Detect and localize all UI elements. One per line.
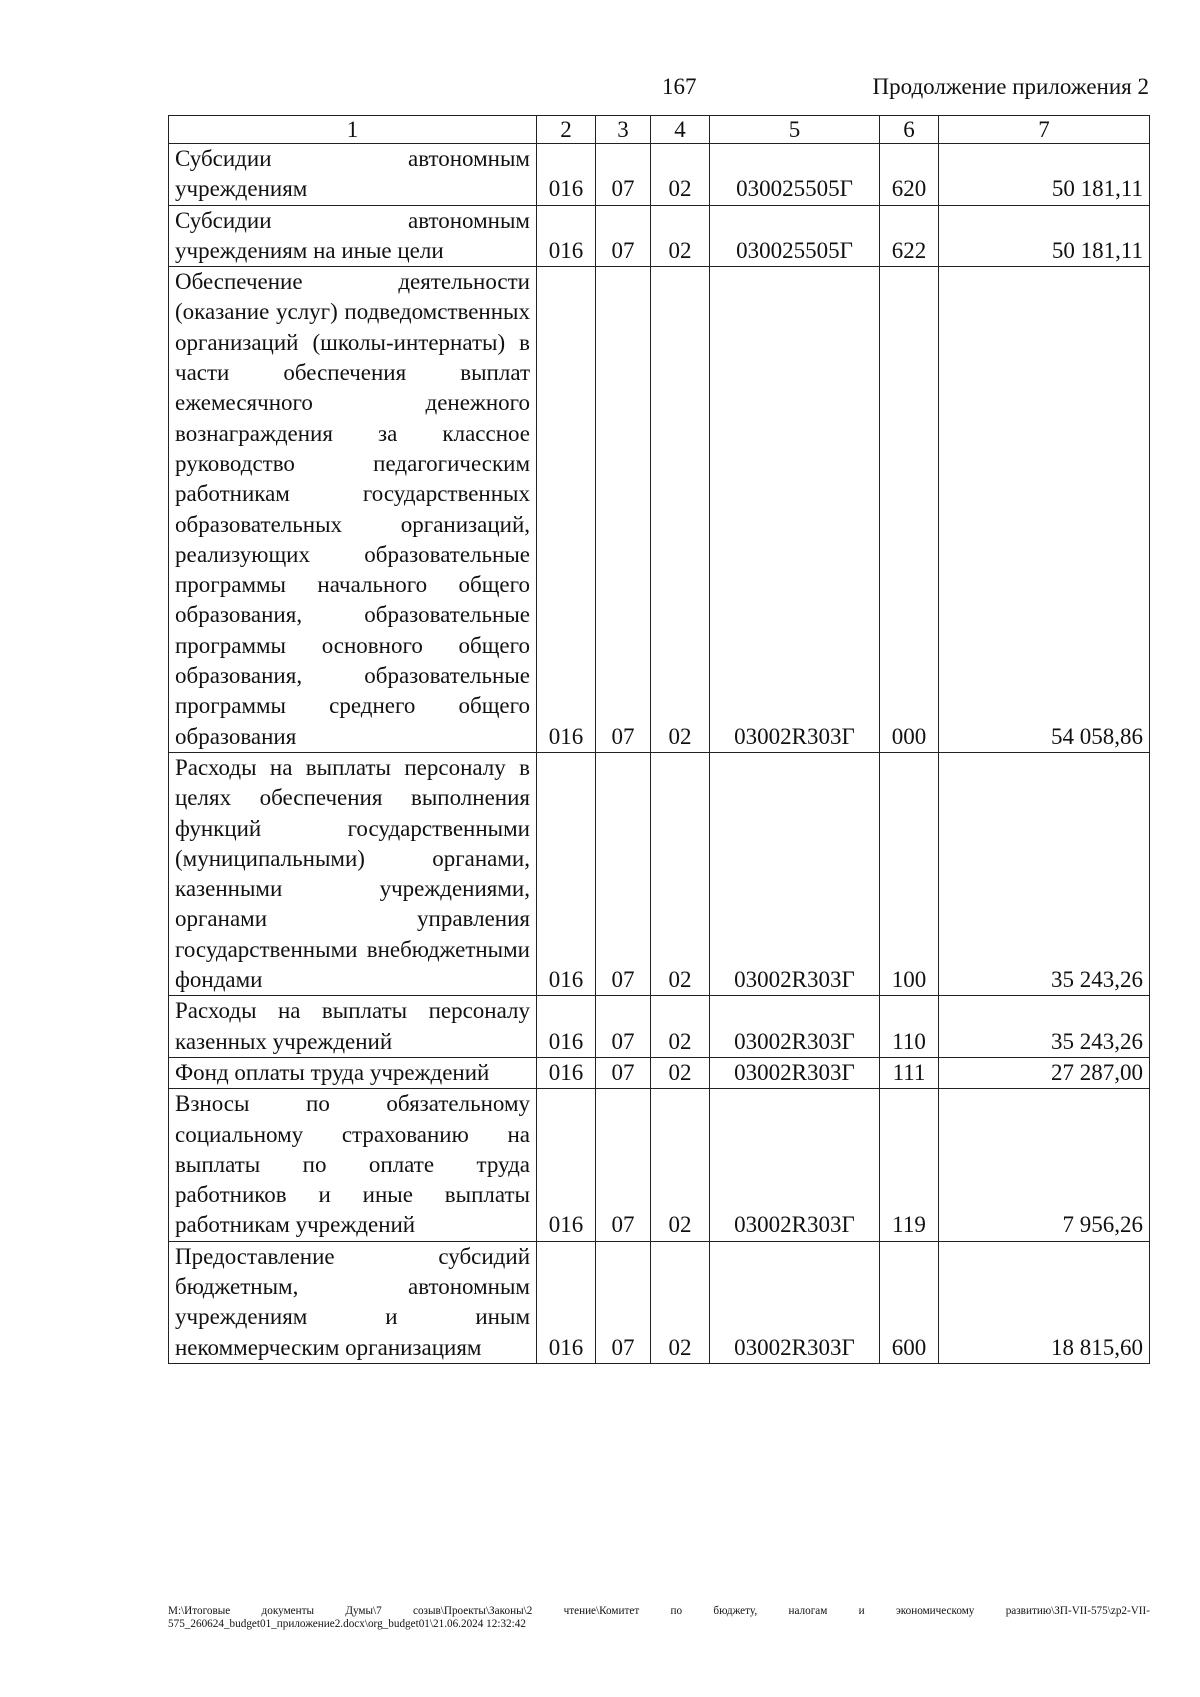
target-code-cell: 03002R303Г	[710, 267, 880, 753]
section-code-cell: 07	[596, 1089, 651, 1241]
section-code-cell: 07	[596, 752, 651, 995]
table-row	[169, 752, 1150, 995]
ministry-code-cell: 016	[537, 752, 596, 995]
table-row	[169, 1089, 1150, 1241]
column-header: 5	[710, 116, 880, 144]
budget-table	[168, 115, 1150, 1364]
section-code-cell: 07	[596, 205, 651, 267]
column-header: 1	[169, 116, 537, 144]
continuation-header: Продолжение приложения 2	[872, 74, 1149, 99]
subsection-code-cell: 02	[651, 144, 710, 206]
amount-cell: 7 956,26	[939, 1089, 1150, 1241]
section-code-cell: 07	[596, 996, 651, 1058]
section-code-cell: 07	[596, 267, 651, 753]
ministry-code-cell: 016	[537, 1241, 596, 1363]
row-name-cell: Обеспечение деятельности (оказание услуг) подведомственных организаций (школы-интернаты) в части обеспечения выплат ежемесячного денежного вознаграждения за классное руководство педагогическим работникам государственных образовательных организаций, реализующих образовательные программы начального общего образования, образовательные программы основного общего образования, образовательные программы среднего общего образования	[169, 267, 537, 753]
ministry-code-cell: 016	[537, 996, 596, 1058]
amount-cell: 50 181,11	[939, 205, 1150, 267]
subsection-code-cell: 02	[651, 1057, 710, 1088]
row-name-cell: Субсидии автономным учреждениям на иные цели	[169, 205, 537, 267]
table-row	[169, 267, 1150, 753]
target-code-cell: 03002R303Г	[710, 1241, 880, 1363]
target-code-cell: 030025505Г	[710, 205, 880, 267]
column-header: 4	[651, 116, 710, 144]
ministry-code-cell: 016	[537, 1089, 596, 1241]
table-row	[169, 996, 1150, 1058]
file-path-footer: M:\Итоговые документы Думы\7 созыв\Проекты\Законы\2 чтение\Комитет по бюджету, налогам и экономическому развитию\ЗП-VII-575\zp2-VII-575_260624_budget01_приложение2.docx\org_budget01\21.06.2024 12:32:42	[168, 1605, 1150, 1630]
subsection-code-cell: 02	[651, 752, 710, 995]
table-row	[169, 205, 1150, 267]
column-header: 3	[596, 116, 651, 144]
expense-type-cell: 620	[880, 144, 939, 206]
expense-type-cell: 600	[880, 1241, 939, 1363]
table-row	[169, 144, 1150, 206]
amount-cell: 54 058,86	[939, 267, 1150, 753]
target-code-cell: 030025505Г	[710, 144, 880, 206]
subsection-code-cell: 02	[651, 205, 710, 267]
expense-type-cell: 119	[880, 1089, 939, 1241]
target-code-cell: 03002R303Г	[710, 996, 880, 1058]
section-code-cell: 07	[596, 144, 651, 206]
expense-type-cell: 110	[880, 996, 939, 1058]
amount-cell: 35 243,26	[939, 996, 1150, 1058]
target-code-cell: 03002R303Г	[710, 1089, 880, 1241]
subsection-code-cell: 02	[651, 1089, 710, 1241]
row-name-cell: Взносы по обязательному социальному страхованию на выплаты по оплате труда работников и иные выплаты работникам учреждений	[169, 1089, 537, 1241]
target-code-cell: 03002R303Г	[710, 752, 880, 995]
table-header-row	[169, 116, 1150, 144]
ministry-code-cell: 016	[537, 205, 596, 267]
amount-cell: 35 243,26	[939, 752, 1150, 995]
expense-type-cell: 000	[880, 267, 939, 753]
row-name-cell: Расходы на выплаты персоналу казенных учреждений	[169, 996, 537, 1058]
expense-type-cell: 111	[880, 1057, 939, 1088]
ministry-code-cell: 016	[537, 1057, 596, 1088]
subsection-code-cell: 02	[651, 996, 710, 1058]
expense-type-cell: 622	[880, 205, 939, 267]
row-name-cell: Субсидии автономным учреждениям	[169, 144, 537, 206]
table-row	[169, 1241, 1150, 1363]
row-name-cell: Фонд оплаты труда учреждений	[169, 1057, 537, 1088]
target-code-cell: 03002R303Г	[710, 1057, 880, 1088]
section-code-cell: 07	[596, 1057, 651, 1088]
row-name-cell: Расходы на выплаты персоналу в целях обеспечения выполнения функций государственными (муниципальными) органами, казенными учреждениями, органами управления государственными внебюджетными фондами	[169, 752, 537, 995]
column-header: 2	[537, 116, 596, 144]
table-row	[169, 1057, 1150, 1088]
expense-type-cell: 100	[880, 752, 939, 995]
ministry-code-cell: 016	[537, 144, 596, 206]
amount-cell: 50 181,11	[939, 144, 1150, 206]
column-header: 6	[880, 116, 939, 144]
ministry-code-cell: 016	[537, 267, 596, 753]
subsection-code-cell: 02	[651, 1241, 710, 1363]
subsection-code-cell: 02	[651, 267, 710, 753]
amount-cell: 18 815,60	[939, 1241, 1150, 1363]
amount-cell: 27 287,00	[939, 1057, 1150, 1088]
section-code-cell: 07	[596, 1241, 651, 1363]
row-name-cell: Предоставление субсидий бюджетным, автономным учреждениям и иным некоммерческим организациям	[169, 1241, 537, 1363]
column-header: 7	[939, 116, 1150, 144]
page-number: 167	[662, 74, 697, 99]
